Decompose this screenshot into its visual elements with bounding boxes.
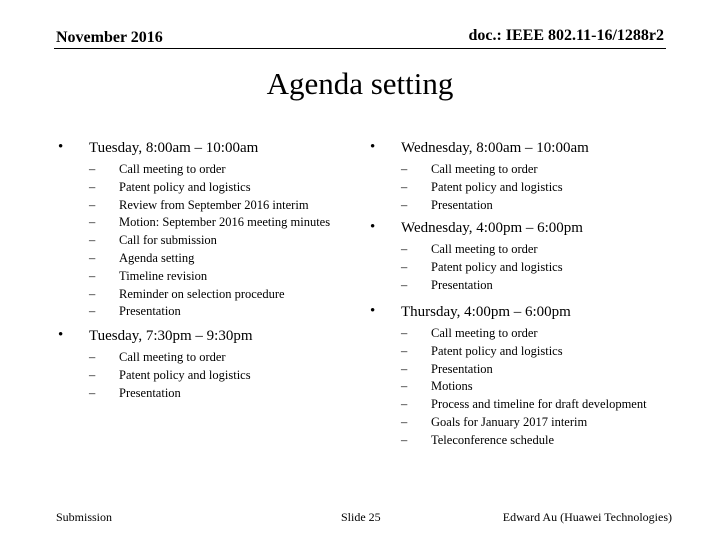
agenda-item-text: Presentation	[431, 197, 493, 212]
agenda-item-list	[89, 161, 330, 321]
session-block	[370, 302, 647, 450]
dash-marker: –	[401, 162, 408, 176]
agenda-item	[89, 367, 252, 385]
dash-marker: –	[89, 215, 96, 230]
agenda-item	[401, 432, 647, 450]
session-block	[370, 218, 583, 294]
bullet-marker: •	[370, 303, 376, 319]
dash-marker: –	[89, 286, 96, 301]
agenda-item-text: Motion: September 2016 meeting minutes	[119, 215, 331, 230]
dash-marker: –	[401, 259, 408, 274]
agenda-item	[401, 161, 589, 179]
dash-marker: –	[401, 197, 408, 212]
agenda-item-text: Call meeting to order	[119, 350, 226, 364]
header-date: November 2016	[56, 29, 163, 46]
footer-slide-number: Slide 25	[341, 510, 381, 524]
agenda-item	[401, 259, 583, 277]
agenda-item	[89, 268, 330, 286]
agenda-item	[401, 179, 589, 197]
agenda-item-text: Agenda setting	[119, 250, 195, 265]
dash-marker: –	[89, 385, 96, 400]
agenda-item	[89, 161, 330, 179]
bullet-marker: •	[370, 219, 376, 235]
agenda-item-list	[401, 241, 583, 294]
agenda-item	[401, 277, 583, 295]
agenda-item-text: Presentation	[119, 385, 181, 400]
agenda-item-text: Call for submission	[119, 233, 217, 248]
agenda-item	[401, 378, 647, 396]
agenda-item	[401, 241, 583, 259]
dash-marker: –	[89, 350, 96, 364]
agenda-item	[89, 197, 330, 215]
footer-submission: Submission	[56, 510, 113, 524]
agenda-item-text: Call meeting to order	[119, 162, 226, 176]
agenda-item	[89, 349, 252, 367]
agenda-item-list	[401, 325, 647, 450]
agenda-item	[89, 179, 330, 197]
dash-marker: –	[401, 277, 408, 292]
agenda-item	[401, 396, 647, 414]
agenda-item-list	[401, 161, 589, 214]
agenda-item-text: Patent policy and logistics	[431, 179, 563, 194]
dash-marker: –	[89, 268, 96, 283]
session-block	[58, 326, 252, 402]
session-heading: Tuesday, 8:00am – 10:00am	[89, 140, 259, 156]
dash-marker: –	[401, 432, 408, 447]
agenda-item-text: Presentation	[119, 304, 181, 319]
agenda-item-text: Presentation	[431, 361, 493, 376]
agenda-item-text: Patent policy and logistics	[119, 367, 251, 382]
session-heading: Tuesday, 7:30pm – 9:30pm	[89, 328, 253, 344]
dash-marker: –	[89, 162, 96, 176]
bullet-marker: •	[370, 139, 376, 155]
agenda-item	[401, 325, 647, 343]
session-heading: Thursday, 4:00pm – 6:00pm	[401, 304, 571, 320]
agenda-item-text: Call meeting to order	[431, 326, 538, 340]
session-heading: Wednesday, 4:00pm – 6:00pm	[401, 220, 583, 236]
agenda-item	[89, 232, 330, 250]
agenda-item	[89, 385, 252, 403]
dash-marker: –	[89, 197, 96, 212]
bullet-marker: •	[58, 327, 64, 343]
dash-marker: –	[89, 304, 96, 319]
dash-marker: –	[401, 361, 408, 376]
agenda-item-text: Presentation	[431, 277, 493, 292]
footer-author: Edward Au (Huawei Technologies)	[502, 510, 672, 524]
agenda-item-text: Motions	[431, 379, 473, 394]
agenda-item-text: Timeline revision	[119, 268, 208, 283]
agenda-item-text: Reminder on selection procedure	[119, 286, 285, 301]
header-doc-id: doc.: IEEE 802.11-16/1288r2	[468, 27, 664, 44]
session-heading: Wednesday, 8:00am – 10:00am	[401, 140, 589, 156]
agenda-item	[89, 214, 330, 232]
agenda-item-text: Review from September 2016 interim	[119, 197, 309, 212]
agenda-item-text: Call meeting to order	[431, 242, 538, 256]
dash-marker: –	[401, 179, 408, 194]
agenda-item-text: Patent policy and logistics	[431, 343, 563, 358]
session-block	[370, 138, 589, 214]
agenda-item-text: Patent policy and logistics	[119, 179, 251, 194]
dash-marker: –	[89, 367, 96, 382]
dash-marker: –	[89, 179, 96, 194]
dash-marker: –	[401, 379, 408, 394]
dash-marker: –	[401, 414, 408, 429]
agenda-item	[89, 286, 330, 304]
dash-marker: –	[401, 326, 408, 340]
slide-title: Agenda setting	[266, 66, 454, 101]
agenda-item	[401, 197, 589, 215]
agenda-item-text: Process and timeline for draft development	[431, 397, 647, 412]
agenda-item	[401, 414, 647, 432]
agenda-item	[89, 303, 330, 321]
bullet-marker: •	[58, 139, 64, 155]
agenda-item	[401, 343, 647, 361]
agenda-item-text: Teleconference schedule	[431, 432, 555, 447]
header-rule	[54, 48, 666, 49]
dash-marker: –	[401, 242, 408, 256]
dash-marker: –	[89, 250, 96, 265]
dash-marker: –	[89, 233, 96, 248]
agenda-item-text: Call meeting to order	[431, 162, 538, 176]
agenda-item	[89, 250, 330, 268]
dash-marker: –	[401, 343, 408, 358]
agenda-item-text: Patent policy and logistics	[431, 259, 563, 274]
agenda-item-list	[89, 349, 252, 402]
dash-marker: –	[401, 397, 408, 412]
agenda-item	[401, 361, 647, 379]
session-block	[58, 138, 330, 321]
agenda-item-text: Goals for January 2017 interim	[431, 414, 588, 429]
